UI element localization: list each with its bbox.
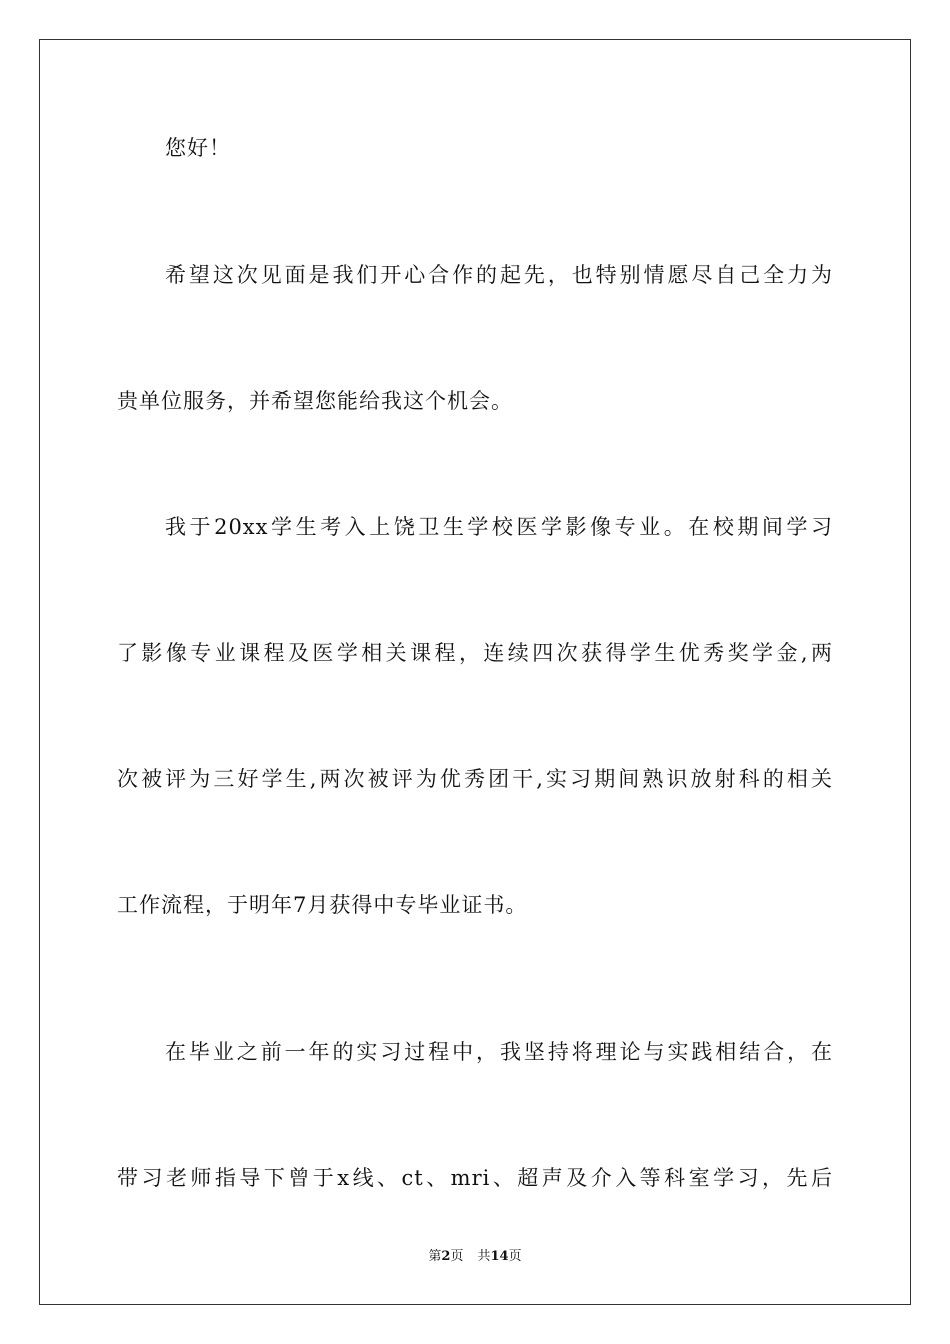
footer-total-prefix: 共	[477, 1249, 491, 1264]
page-border	[39, 39, 911, 1305]
paragraph-3-line-2: 带习老师指导下曾于x线、ct、mri、超声及介入等科室学习，先后	[117, 1166, 833, 1190]
paragraph-1-line-1: 希望这次见面是我们开心合作的起先，也特别情愿尽自己全力为	[165, 263, 833, 287]
paragraph-1-line-2: 贵单位服务，并希望您能给我这个机会。	[117, 389, 513, 413]
paragraph-3-line-1: 在毕业之前一年的实习过程中，我坚持将理论与实践相结合，在	[165, 1040, 833, 1064]
footer-page-prefix: 第	[428, 1249, 442, 1264]
paragraph-2-line-4: 工作流程，于明年7月获得中专毕业证书。	[117, 893, 528, 917]
footer-page-suffix: 页	[450, 1249, 464, 1264]
page-footer	[0, 1248, 950, 1266]
paragraph-2-line-1: 我于20xx学生考入上饶卫生学校医学影像专业。在校期间学习	[165, 515, 833, 539]
footer-page-number: 2	[441, 1249, 451, 1264]
paragraph-2-line-3: 次被评为三好学生,两次被评为优秀团干,实习期间熟识放射科的相关	[117, 767, 833, 791]
footer-total-pages: 14	[490, 1249, 509, 1264]
paragraph-2-line-2: 了影像专业课程及医学相关课程，连续四次获得学生优秀奖学金,两	[117, 641, 833, 665]
greeting-line: 您好！	[165, 136, 231, 160]
footer-total-suffix: 页	[508, 1249, 522, 1264]
